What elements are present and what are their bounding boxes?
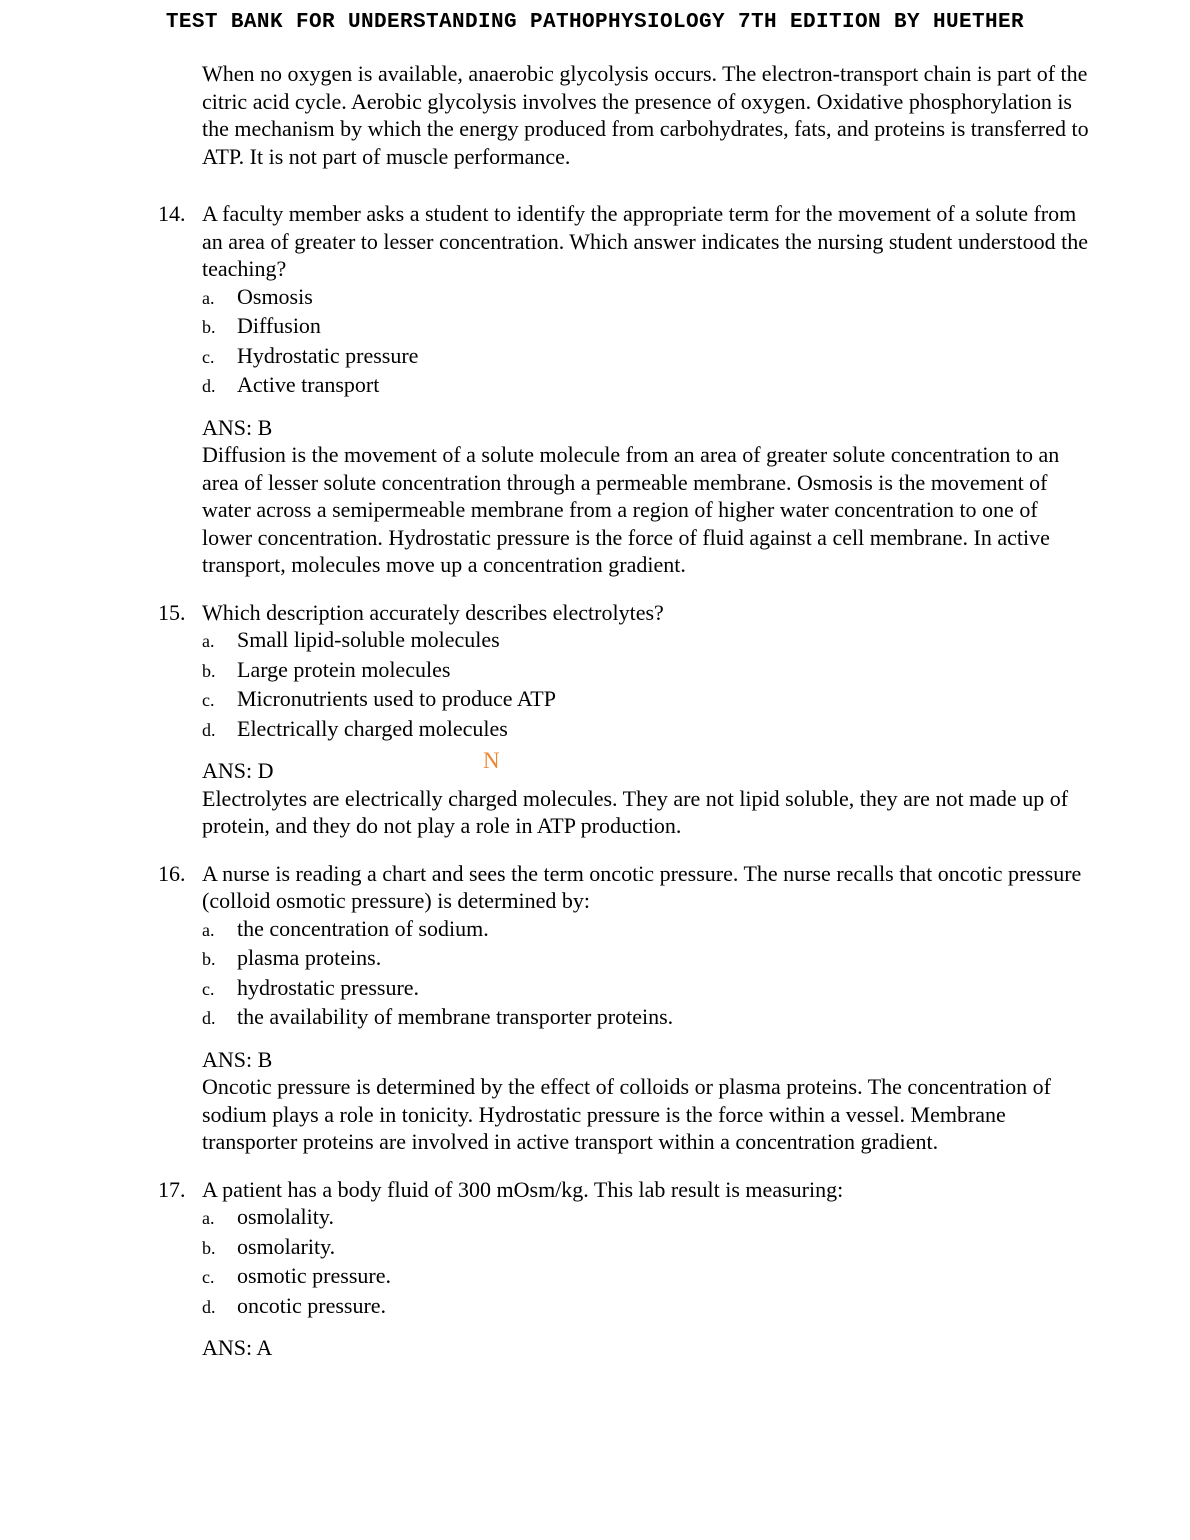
option-letter: b. [202,317,216,337]
answer-block [202,1046,1092,1156]
option-text: osmotic pressure. [237,1263,391,1288]
option-letter: c. [202,1267,215,1287]
option-row [202,656,1092,686]
rationale-text: Oncotic pressure is determined by the effect of colloids or plasma proteins. The concentration of sodium plays a role in tonicity. Hydrostatic pressure is the force within a vessel. Membrane transporter proteins are involved in active transport within a concentration gradient. [202,1074,1051,1154]
option-row [202,974,1092,1004]
question-body [202,1176,1092,1362]
option-row [202,1233,1092,1263]
question-stem: A nurse is reading a chart and sees the term oncotic pressure. The nurse recalls that oncotic pressure (colloid osmotic pressure) is determined by: [202,860,1082,913]
option-text: the concentration of sodium. [237,915,489,941]
option-row [202,715,1092,745]
rationale-text: Electrolytes are electrically charged molecules. They are not lipid soluble, they are not made up of protein, and they do not play a role in ATP production. [202,785,1069,838]
question-number: 15. [158,599,186,625]
option-row [202,342,1092,372]
option-letter: b. [202,1237,216,1258]
option-row [202,626,1092,656]
intro-paragraph: When no oxygen is available, anaerobic glycolysis occurs. The electron-transport chain is part of the citric acid cycle. Aerobic glycolysis involves the presence of oxygen. Oxidative phosphorylation is the mechanism by which the energy produced from carbohydrates, fats, and proteins is transferred to ATP. It is not part of muscle performance. [202,61,1089,169]
option-letter: d. [202,719,216,740]
option-row [202,1003,1092,1033]
option-row [202,1203,1092,1233]
option-text: Active transport [237,372,380,397]
option-text: Micronutrients used to produce ATP [237,686,556,711]
option-text: osmolality. [237,1204,334,1229]
option-text: oncotic pressure. [237,1292,387,1318]
answer-label: ANS: A [202,1335,273,1360]
options-list [202,626,1092,744]
option-text: Osmosis [237,283,313,309]
options-list [202,915,1092,1033]
option-row [202,1262,1092,1292]
answer-block [202,1334,1092,1362]
option-row [202,1292,1092,1322]
rationale-text: Diffusion is the movement of a solute molecule from an area of greater solute concentration to an area of lesser solute concentration through a permeable membrane. Osmosis is the movement of water across a semipermeable membrane from a region of higher water concentration to one of lower concentration. Hydrostatic pressure is the force of fluid against a cell membrane. In active transport, molecules move up a concentration gradient. [202,442,1060,577]
option-text: osmolarity. [237,1233,336,1259]
option-letter: b. [202,949,216,969]
option-letter: d. [202,1296,216,1317]
answer-label: ANS: B [202,414,273,440]
option-letter: d. [202,376,216,396]
option-letter: a. [202,631,215,651]
option-letter: b. [202,660,216,681]
question-body [202,599,1092,840]
answer-block [202,757,1092,840]
option-text: Hydrostatic pressure [237,342,419,368]
page-title: TEST BANK FOR UNDERSTANDING PATHOPHYSIOLOGY 7TH EDITION BY HUETHER [165,11,1025,34]
option-letter: d. [202,1008,216,1028]
option-text: Diffusion [237,313,321,338]
question-number: 17. [158,1176,186,1202]
option-letter: a. [202,919,215,940]
option-row [202,283,1092,313]
question-block-15 [158,599,1093,840]
question-number: 16. [158,860,186,886]
options-list [202,1203,1092,1321]
option-letter: c. [202,346,215,367]
option-letter: a. [202,1208,215,1228]
option-row [202,944,1092,974]
option-row [202,685,1092,715]
question-stem: A patient has a body fluid of 300 mOsm/kg. This lab result is measuring: [202,1176,844,1202]
watermark-letter: N [483,748,500,773]
option-text: hydrostatic pressure. [237,974,420,1000]
question-stem: A faculty member asks a student to identify the appropriate term for the movement of a solute from an area of greater to lesser concentration. Which answer indicates the nursing student understood the teaching? [202,201,1089,281]
option-row [202,371,1092,401]
options-list [202,283,1092,401]
option-text: plasma proteins. [237,945,382,970]
option-letter: c. [202,978,215,999]
question-block-14 [158,200,1093,579]
option-text: the availability of membrane transporter proteins. [237,1004,674,1029]
option-text: Electrically charged molecules [237,715,508,741]
option-letter: a. [202,287,215,308]
question-stem: Which description accurately describes electrolytes? [202,599,664,625]
option-row [202,312,1092,342]
option-row [202,915,1092,945]
answer-label: ANS: D [202,758,274,783]
page-content [158,60,1093,1362]
option-text: Large protein molecules [237,656,451,682]
question-body [202,860,1092,1156]
answer-block [202,414,1092,579]
option-text: Small lipid-soluble molecules [237,627,500,652]
option-letter: c. [202,690,215,710]
question-number: 14. [158,201,186,226]
question-block-17 [158,1176,1093,1362]
question-block-16 [158,860,1093,1156]
question-body [202,200,1092,579]
answer-label: ANS: B [202,1046,273,1072]
